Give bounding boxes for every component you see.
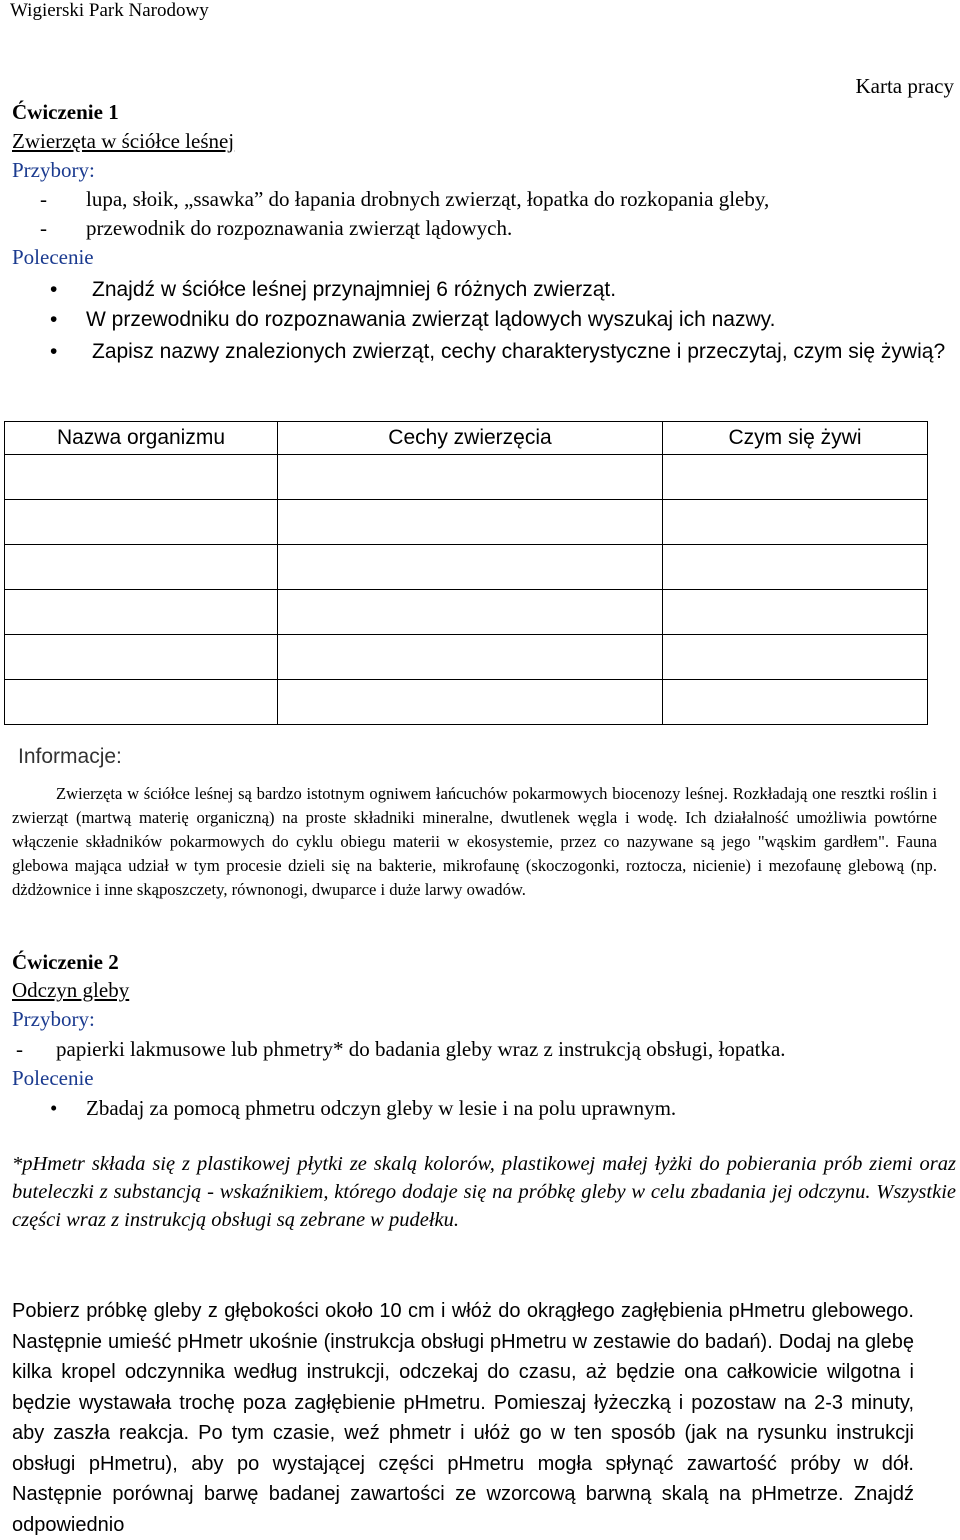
exercise-2-subtitle: Odczyn gleby	[12, 978, 130, 1002]
bullet-icon: •	[50, 278, 58, 301]
exercise-1-przybory-item: - przewodnik do rozpoznawania zwierząt lądowych.	[40, 216, 513, 240]
exercise-2-przybory-label: Przybory:	[12, 1007, 95, 1031]
answer-cell[interactable]	[5, 500, 278, 545]
procedure-text: Pobierz próbkę gleby z głębokości około 10 cm i włóż do okrągłego zagłębienia pHmetru glebowego. Następnie umieść pHmetr ukośnie (instrukcja obsługi pHmetru w zestawie do badań). Dodaj na glebę kilka kropel odczynnika według instrukcji, odczekaj do czasu, aż będzie ona całkowicie wilgotna i będzie wystawała trochę poza zagłębienie pHmetru. Pomieszaj łyżeczką i pozostaw na 2-3 minuty, aby zaszła reakcja. Po tym czasie, weź phmetr i ułóż go w ten sposób (jak na rysunku instrukcji obsługi pHmetru), aby po wystającej części pHmetru mogła spłynąć zawartość próby w dół. Następnie porównaj barwę badanej zawartości ze wzorcową barwną skalą na pHmetrze. Znajdź odpowiednio	[12, 1300, 914, 1536]
exercise-1-przybory-item: - lupa, słoik, „ssawka” do łapania drobnych zwierząt, łopatka do rozkopania gleby,	[40, 187, 770, 211]
exercise-2-polecenie-label: Polecenie	[12, 1066, 94, 1090]
animals-table	[4, 421, 928, 725]
exercise-2-przybory-item: - papierki lakmusowe lub phmetry* do badania gleby wraz z instrukcją obsługi, łopatka.	[16, 1037, 786, 1061]
table-row	[5, 590, 928, 635]
answer-cell[interactable]	[663, 455, 928, 500]
table-row	[5, 500, 928, 545]
exercise-2-polecenie-item: • Zbadaj za pomocą phmetru odczyn gleby w lesie i na polu uprawnym.	[50, 1096, 677, 1120]
exercise-2-title: Ćwiczenie 2	[12, 950, 119, 974]
answer-cell[interactable]	[278, 500, 663, 545]
exercise-1-polecenie-item: • W przewodniku do rozpoznawania zwierząt lądowych wyszukaj ich nazwy.	[50, 308, 776, 331]
document-header: Wigierski Park Narodowy	[10, 0, 209, 21]
answer-cell[interactable]	[663, 680, 928, 725]
answer-cell[interactable]	[278, 680, 663, 725]
table-row	[5, 635, 928, 680]
answer-cell[interactable]	[5, 590, 278, 635]
phmetr-note: *pHmetr składa się z plastikowej płytki ze skalą kolorów, plastikowej małej łyżki do pobierania prób ziemi oraz buteleczki z substancją - wskaźnikiem, którego dodaje się na próbkę gleby w celu zbadania jej odczynu. Wszystkie części wraz z instrukcją obsługi są zebrane w pudełku.	[12, 1153, 956, 1231]
answer-cell[interactable]	[663, 500, 928, 545]
exercise-1-subtitle: Zwierzęta w ściółce leśnej	[12, 129, 235, 153]
bullet-icon: •	[50, 340, 58, 363]
answer-cell[interactable]	[663, 545, 928, 590]
exercise-1-polecenie-item: • Znajdź w ściółce leśnej przynajmniej 6 różnych zwierząt.	[50, 278, 617, 301]
exercise-1-przybory-label: Przybory:	[12, 158, 95, 182]
table-header-features: Cechy zwierzęcia	[278, 422, 663, 455]
exercise-1-polecenie-item: • Zapisz nazwy znalezionych zwierząt, cechy charakterystyczne i przeczytaj, czym się żywią?	[50, 338, 950, 366]
informacje-text: Zwierzęta w ściółce leśnej są bardzo istotnym ogniwem łańcuchów pokarmowych biocenozy leśnej. Rozkładają one resztki roślin i zwierząt (martwą materię organiczną) na proste składniki mineralne, dwutlenek węgla i wodę. Ich działalność umożliwia powtórne włączenie składników pokarmowych do cyklu obiegu materii w ekosystemie, przez co nazywane są jego "wąskim gardłem". Fauna glebowa mająca udział w tym procesie dzieli się na bakterie, mikrofaunę (skoczogonki, roztocza, nicienie) i mezofaunę glebową (np. dżdżownice i inne skąposzczety, równonogi, dwuparce i duże larwy owadów.	[12, 784, 937, 899]
exercise-1-polecenie-label: Polecenie	[12, 245, 94, 269]
worksheet-label: Karta pracy	[855, 74, 954, 98]
answer-cell[interactable]	[663, 635, 928, 680]
answer-cell[interactable]	[5, 635, 278, 680]
answer-cell[interactable]	[663, 590, 928, 635]
table-row	[5, 455, 928, 500]
exercise-1-title: Ćwiczenie 1	[12, 100, 119, 124]
answer-cell[interactable]	[5, 545, 278, 590]
answer-cell[interactable]	[5, 680, 278, 725]
answer-cell[interactable]	[278, 545, 663, 590]
informacje-label: Informacje:	[18, 745, 122, 768]
table-header-name: Nazwa organizmu	[5, 422, 278, 455]
table-row	[5, 680, 928, 725]
bullet-icon: •	[50, 1096, 58, 1120]
bullet-icon: •	[50, 308, 58, 331]
answer-cell[interactable]	[278, 590, 663, 635]
answer-cell[interactable]	[278, 455, 663, 500]
answer-cell[interactable]	[278, 635, 663, 680]
table-row	[5, 545, 928, 590]
table-header-food: Czym się żywi	[663, 422, 928, 455]
answer-cell[interactable]	[5, 455, 278, 500]
